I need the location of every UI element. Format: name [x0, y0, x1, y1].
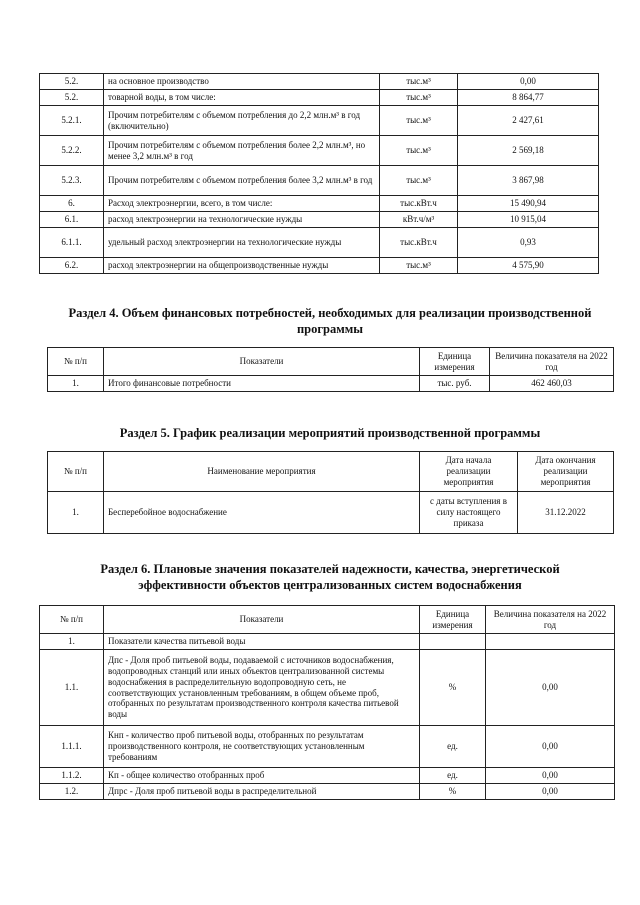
- row-name: товарной воды, в том числе:: [104, 90, 380, 106]
- row-unit: тыс.м³: [380, 106, 458, 136]
- row-number: 1.2.: [40, 784, 104, 800]
- row-number: 5.2.2.: [40, 136, 104, 166]
- row-name: Прочим потребителям с объемом потребления более 2,2 млн.м³, но менее 3,2 млн.м³ в год: [104, 136, 380, 166]
- row-name: Кп - общее количество отобранных проб: [104, 768, 420, 784]
- row-name: удельный расход электроэнергии на технологические нужды: [104, 228, 380, 258]
- row-number: 1.1.2.: [40, 768, 104, 784]
- section-4-table: [47, 347, 614, 392]
- row-value: 8 864,77: [458, 90, 599, 106]
- header-end-date: Дата окончания реализации мероприятия: [518, 452, 614, 492]
- header-name: Показатели: [104, 606, 420, 634]
- table-row: [48, 492, 614, 534]
- header-unit: Единица измерения: [420, 348, 490, 376]
- header-value: Величина показателя на 2022 год: [490, 348, 614, 376]
- section-6-title: Раздел 6. Плановые значения показателей надежности, качества, энергетической эффективности объектов централизованных систем водоснабжения: [100, 562, 560, 593]
- table-header-row: [48, 348, 614, 376]
- row-value: [486, 634, 615, 650]
- row-number: 5.2.: [40, 74, 104, 90]
- row-unit: [420, 634, 486, 650]
- row-value: 10 915,04: [458, 212, 599, 228]
- row-unit: %: [420, 784, 486, 800]
- row-name: расход электроэнергии на технологические нужды: [104, 212, 380, 228]
- row-unit: ед.: [420, 768, 486, 784]
- row-value: 0,93: [458, 228, 599, 258]
- table-row: [40, 90, 599, 106]
- row-number: 1.: [48, 492, 104, 534]
- row-unit: тыс.м³: [380, 258, 458, 274]
- row-name: Прочим потребителям с объемом потребления более 3,2 млн.м³ в год: [104, 166, 380, 196]
- row-number: 6.1.1.: [40, 228, 104, 258]
- row-value: 3 867,98: [458, 166, 599, 196]
- header-value: Величина показателя на 2022 год: [486, 606, 615, 634]
- table-row: [40, 228, 599, 258]
- row-value: 2 427,61: [458, 106, 599, 136]
- table-row: [40, 784, 615, 800]
- row-start-date: с даты вступления в силу настоящего приказа: [420, 492, 518, 534]
- table-row: [48, 376, 614, 392]
- row-value: 0,00: [486, 650, 615, 726]
- header-num: № п/п: [48, 348, 104, 376]
- row-name: Дпс - Доля проб питьевой воды, подаваемой с источников водоснабжения, водопроводных станций или иных объектов централизованной системы водоснабжения в распределительную водопроводную сеть, не соответствующих установленным требованиям, в общем объеме проб, отобранных по результатам производственного контроля качества питьевой воды: [104, 650, 420, 726]
- row-unit: тыс. руб.: [420, 376, 490, 392]
- row-unit: ед.: [420, 726, 486, 768]
- header-num: № п/п: [48, 452, 104, 492]
- row-value: 4 575,90: [458, 258, 599, 274]
- row-value: 15 490,94: [458, 196, 599, 212]
- row-number: 5.2.1.: [40, 106, 104, 136]
- table-row: [40, 106, 599, 136]
- row-unit: тыс.м³: [380, 166, 458, 196]
- table-row: [40, 726, 615, 768]
- section-5-title: Раздел 5. График реализации мероприятий производственной программы: [119, 426, 541, 440]
- header-name: Наименование мероприятия: [104, 452, 420, 492]
- row-number: 1.: [48, 376, 104, 392]
- row-value: 462 460,03: [490, 376, 614, 392]
- row-unit: тыс.кВт.ч: [380, 228, 458, 258]
- row-end-date: 31.12.2022: [518, 492, 614, 534]
- row-name: Дпрс - Доля проб питьевой воды в распределительной: [104, 784, 420, 800]
- row-name: на основное производство: [104, 74, 380, 90]
- row-value: 0,00: [458, 74, 599, 90]
- row-number: 1.1.1.: [40, 726, 104, 768]
- row-name: Итого финансовые потребности: [104, 376, 420, 392]
- table-row: [40, 166, 599, 196]
- table-row: [40, 74, 599, 90]
- row-number: 6.: [40, 196, 104, 212]
- table-row: [40, 650, 615, 726]
- section-4-title: Раздел 4. Объем финансовых потребностей, необходимых для реализации производственной программы: [68, 306, 592, 337]
- table-header-row: [48, 452, 614, 492]
- row-number: 6.2.: [40, 258, 104, 274]
- row-value: 0,00: [486, 784, 615, 800]
- row-value: 2 569,18: [458, 136, 599, 166]
- row-unit: %: [420, 650, 486, 726]
- table-row: [40, 212, 599, 228]
- row-name: расход электроэнергии на общепроизводственные нужды: [104, 258, 380, 274]
- table-continuation: [39, 73, 599, 274]
- row-number: 1.: [40, 634, 104, 650]
- row-unit: кВт.ч/м³: [380, 212, 458, 228]
- header-start-date: Дата начала реализации мероприятия: [420, 452, 518, 492]
- table-row: [40, 196, 599, 212]
- row-name: Кнп - количество проб питьевой воды, отобранных по результатам производственного контроля, не соответствующих установленным требованиям: [104, 726, 420, 768]
- table-row: [40, 136, 599, 166]
- row-unit: тыс.м³: [380, 74, 458, 90]
- row-number: 1.1.: [40, 650, 104, 726]
- row-value: 0,00: [486, 726, 615, 768]
- row-unit: тыс.кВт.ч: [380, 196, 458, 212]
- table-row: [40, 258, 599, 274]
- section-5-table: [47, 451, 614, 534]
- row-name: Расход электроэнергии, всего, в том числе:: [104, 196, 380, 212]
- table-row: [40, 768, 615, 784]
- table-header-row: [40, 606, 615, 634]
- table-row: [40, 634, 615, 650]
- header-unit: Единица измерения: [420, 606, 486, 634]
- header-name: Показатели: [104, 348, 420, 376]
- row-number: 6.1.: [40, 212, 104, 228]
- row-number: 5.2.: [40, 90, 104, 106]
- row-value: 0,00: [486, 768, 615, 784]
- section-6-table: [39, 605, 615, 800]
- row-unit: тыс.м³: [380, 90, 458, 106]
- row-number: 5.2.3.: [40, 166, 104, 196]
- header-num: № п/п: [40, 606, 104, 634]
- row-name: Бесперебойное водоснабжение: [104, 492, 420, 534]
- row-name: Прочим потребителям с объемом потребления до 2,2 млн.м³ в год (включительно): [104, 106, 380, 136]
- row-name: Показатели качества питьевой воды: [104, 634, 420, 650]
- row-unit: тыс.м³: [380, 136, 458, 166]
